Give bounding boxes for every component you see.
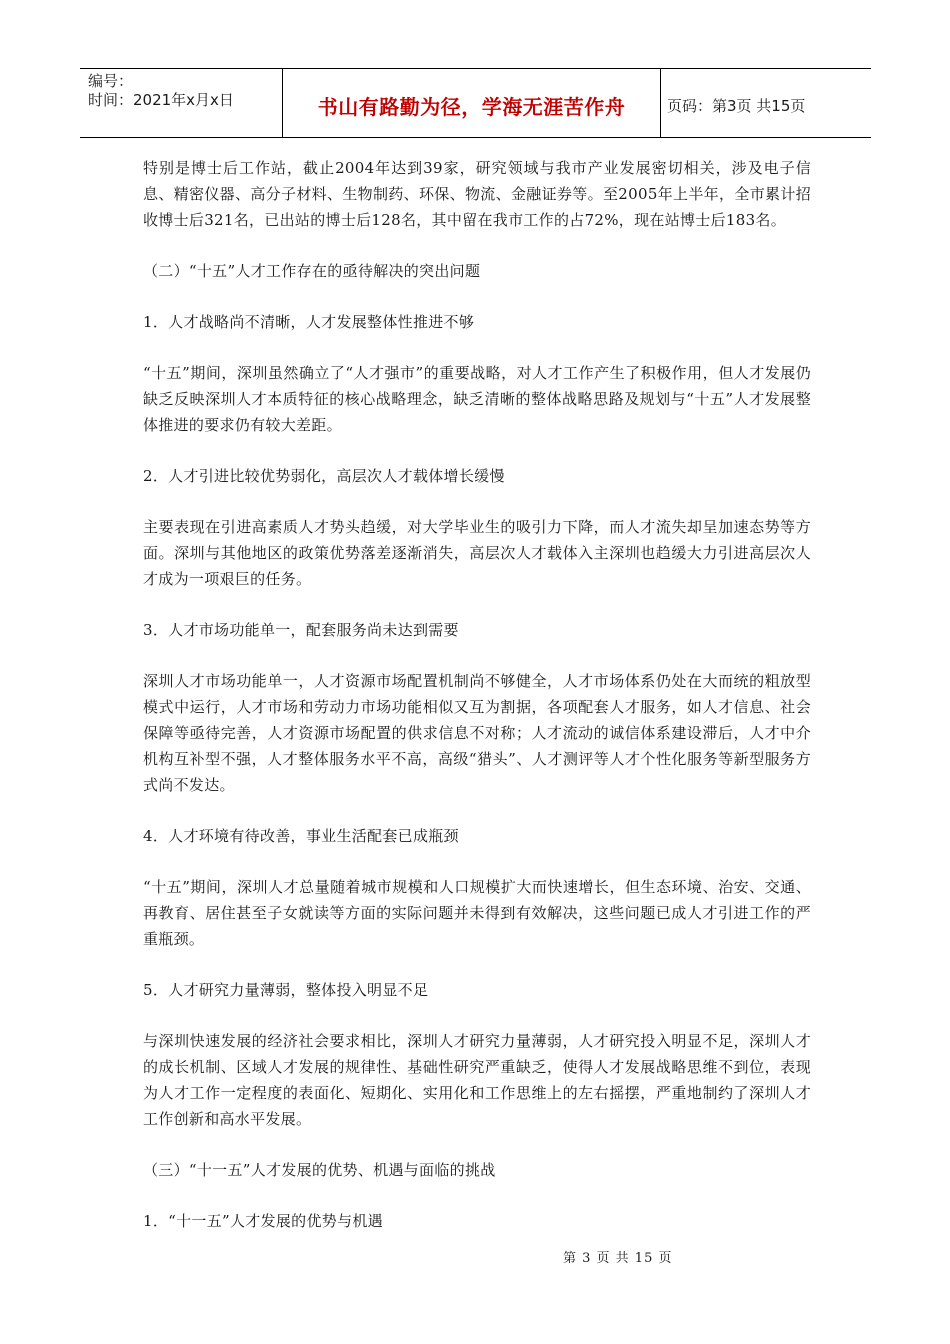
subsection-heading: 2．人才引进比较优势弱化，高层次人才载体增长缓慢 <box>143 467 505 485</box>
document-number-label: 编号： <box>88 72 134 90</box>
header-page-cell <box>661 69 871 137</box>
subsection-heading: 3．人才市场功能单一，配套服务尚未达到需要 <box>143 621 459 639</box>
header-meta-cell <box>80 69 283 137</box>
body-paragraph: 深圳人才市场功能单一，人才资源市场配置机制尚不够健全，人才市场体系仍处在大而统的粗放型模式中运行，人才市场和劳动力市场功能相似又互为割据，各项配套人才服务，如人才信息、社会保障等亟待完善，人才资源市场配置的供求信息不对称；人才流动的诚信体系建设滞后，人才中介机构互补型不强，人才整体服务水平不高，高级“猎头”、人才测评等人才个性化服务等新型服务方式尚不发达。 <box>143 672 811 794</box>
header-page-code: 页码：第3页 共15页 <box>667 96 806 115</box>
page-header <box>80 68 871 138</box>
body-paragraph: 特别是博士后工作站，截止2004年达到39家，研究领域与我市产业发展密切相关，涉及电子信息、精密仪器、高分子材料、生物制药、环保、物流、金融证券等。至2005年上半年，全市累计招收博士后321名，已出站的博士后128名，其中留在我市工作的占72%，现在站博士后183名。 <box>143 159 811 229</box>
document-date: 时间：2021年x月x日 <box>88 91 234 109</box>
section-heading: （三）“十一五”人才发展的优势、机遇与面临的挑战 <box>143 1161 496 1179</box>
page-footer: 第 3 页 共 15 页 <box>563 1251 673 1266</box>
body-paragraph: “十五”期间，深圳虽然确立了“人才强市”的重要战略，对人才工作产生了积极作用，但人才发展仍缺乏反映深圳人才本质特征的核心战略理念，缺乏清晰的整体战略思路及规划与“十五”人才发展整体推进的要求仍有较大差距。 <box>143 364 811 434</box>
body-paragraph: 主要表现在引进高素质人才势头趋缓，对大学毕业生的吸引力下降，而人才流失却呈加速态势等方面。深圳与其他地区的政策优势落差逐渐消失，高层次人才载体入主深圳也趋缓大力引进高层次人才成为一项艰巨的任务。 <box>143 518 811 588</box>
section-heading: （二）“十五”人才工作存在的亟待解决的突出问题 <box>143 262 481 280</box>
body-paragraph: 与深圳快速发展的经济社会要求相比，深圳人才研究力量薄弱，人才研究投入明显不足，深圳人才的成长机制、区域人才发展的规律性、基础性研究严重缺乏，使得人才发展战略思维不到位，表现为人才工作一定程度的表面化、短期化、实用化和工作思维上的左右摇摆，严重地制约了深圳人才工作创新和高水平发展。 <box>143 1032 811 1128</box>
subsection-heading: 1．“十一五”人才发展的优势与机遇 <box>143 1212 383 1230</box>
subsection-heading: 1．人才战略尚不清晰，人才发展整体性推进不够 <box>143 313 475 331</box>
subsection-heading: 4．人才环境有待改善，事业生活配套已成瓶颈 <box>143 827 459 845</box>
document-body <box>143 155 811 1259</box>
header-motto-cell <box>283 69 661 137</box>
subsection-heading: 5．人才研究力量薄弱，整体投入明显不足 <box>143 981 429 999</box>
body-paragraph: “十五”期间，深圳人才总量随着城市规模和人口规模扩大而快速增长，但生态环境、治安、交通、再教育、居住甚至子女就读等方面的实际问题并未得到有效解决，这些问题已成人才引进工作的严重瓶颈。 <box>143 878 811 948</box>
header-motto: 书山有路勤为径，学海无涯苦作舟 <box>317 94 626 119</box>
